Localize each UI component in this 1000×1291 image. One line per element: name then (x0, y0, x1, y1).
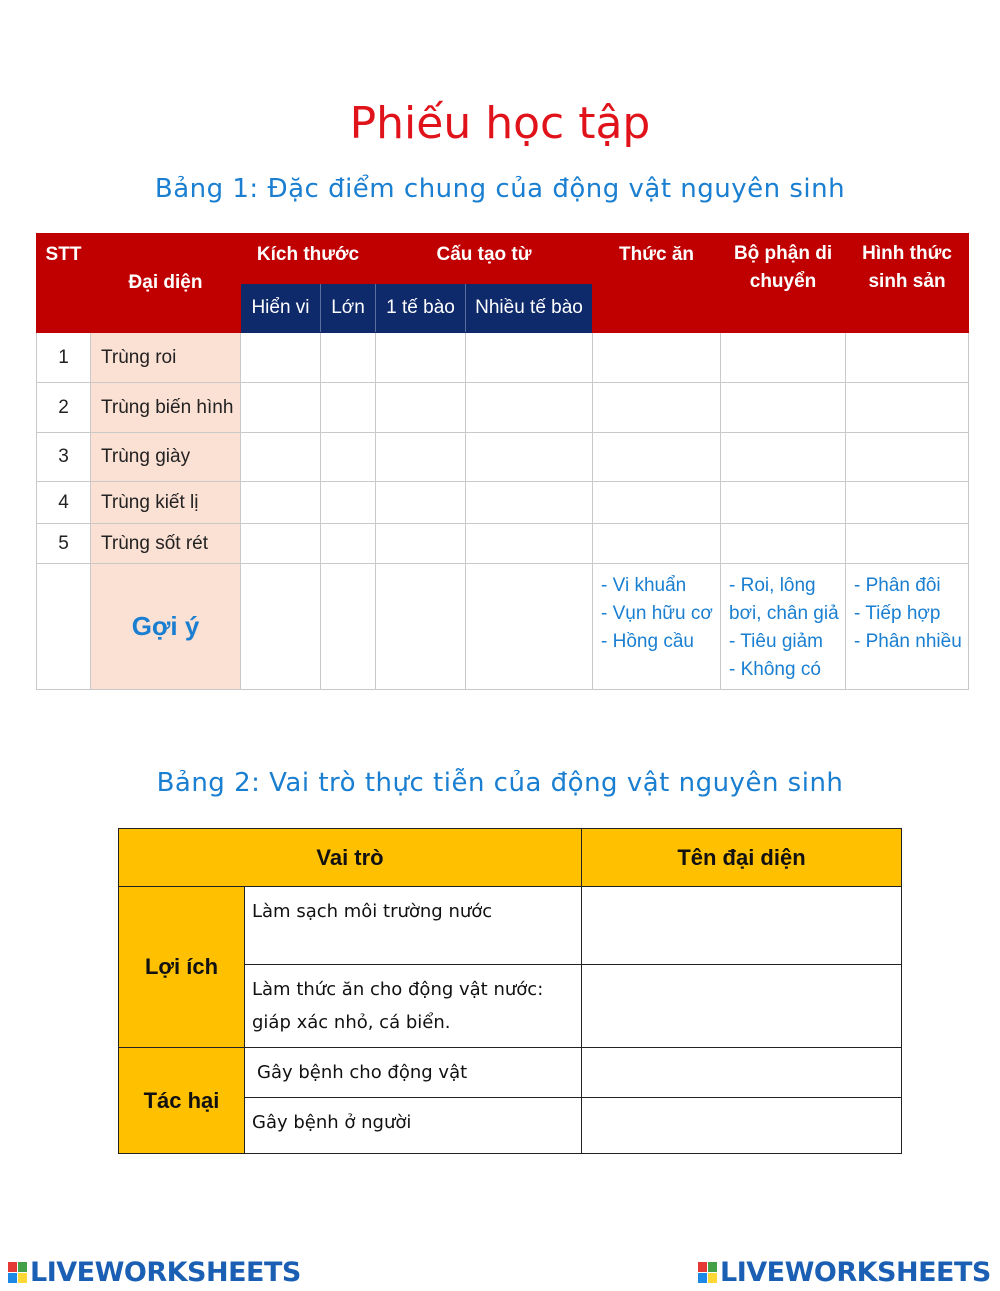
table1-caption: Bảng 1: Đặc điểm chung của động vật nguyên sinh (154, 174, 846, 204)
row-name: Trùng roi (91, 333, 241, 383)
table-row (37, 524, 969, 564)
table-roles (118, 828, 902, 1154)
hint-line: - Hồng cầu (601, 631, 694, 652)
answer-cell[interactable] (321, 383, 376, 433)
benefit-item: Làm sạch môi trường nước (245, 887, 582, 965)
hint-label: Gợi ý (91, 564, 241, 690)
answer-cell[interactable] (376, 333, 466, 383)
hint-line: bơi, chân giả (729, 603, 839, 624)
row-stt: 4 (37, 482, 91, 524)
answer-cell[interactable] (241, 433, 321, 482)
brand-mark-icon (8, 1262, 27, 1283)
answer-cell[interactable] (846, 383, 969, 433)
hint-food (593, 564, 721, 690)
header-structure: Cấu tạo từ (376, 234, 593, 284)
answer-cell[interactable] (466, 333, 593, 383)
header-reproduction: Hình thức sinh sản (846, 234, 969, 333)
hint-line: - Tiêu giảm (729, 631, 823, 652)
header-stt: STT (37, 234, 91, 333)
row-name: Trùng kiết lị (91, 482, 241, 524)
answer-cell[interactable] (721, 333, 846, 383)
header-multi-cell: Nhiều tế bào (466, 284, 593, 333)
answer-cell[interactable] (376, 433, 466, 482)
answer-cell[interactable] (241, 333, 321, 383)
answer-cell[interactable] (582, 965, 902, 1048)
table2-caption: Bảng 2: Vai trò thực tiễn của động vật nguyên sinh (156, 768, 844, 798)
answer-cell[interactable] (241, 383, 321, 433)
answer-cell[interactable] (466, 482, 593, 524)
header-microscopic: Hiển vi (241, 284, 321, 333)
hint-line: - Roi, lông (729, 575, 816, 596)
answer-cell[interactable] (593, 433, 721, 482)
hint-line: - Tiếp hợp (854, 603, 941, 624)
brand-logo-left (8, 1257, 301, 1288)
hint-reproduction (846, 564, 969, 690)
answer-cell[interactable] (241, 524, 321, 564)
hint-line: - Không có (729, 659, 821, 680)
harm-label: Tác hại (119, 1048, 245, 1154)
answer-cell[interactable] (466, 383, 593, 433)
table-row (37, 482, 969, 524)
answer-cell[interactable] (846, 524, 969, 564)
header-rep-name: Tên đại diện (582, 829, 902, 887)
answer-cell[interactable] (593, 333, 721, 383)
answer-cell[interactable] (376, 383, 466, 433)
answer-cell[interactable] (321, 333, 376, 383)
answer-cell[interactable] (593, 482, 721, 524)
hint-line: - Vi khuẩn (601, 575, 687, 596)
table-row (37, 383, 969, 433)
header-large: Lớn (321, 284, 376, 333)
row-stt: 1 (37, 333, 91, 383)
brand-wordmark: LIVEWORKSHEETS (720, 1257, 991, 1288)
header-size: Kích thước (241, 234, 376, 284)
hint-stt-empty (37, 564, 91, 690)
row-stt: 3 (37, 433, 91, 482)
answer-cell[interactable] (376, 482, 466, 524)
answer-cell[interactable] (241, 482, 321, 524)
header-representative: Đại diện (91, 234, 241, 333)
row-name: Trùng giày (91, 433, 241, 482)
answer-cell[interactable] (721, 383, 846, 433)
answer-cell[interactable] (321, 524, 376, 564)
brand-mark-icon (698, 1262, 717, 1283)
hint-line: - Phân nhiều (854, 631, 962, 652)
answer-cell[interactable] (846, 333, 969, 383)
answer-cell[interactable] (466, 524, 593, 564)
answer-cell[interactable] (721, 524, 846, 564)
hint-locomotion (721, 564, 846, 690)
benefit-label: Lợi ích (119, 887, 245, 1048)
answer-cell[interactable] (593, 383, 721, 433)
answer-cell[interactable] (721, 482, 846, 524)
answer-cell[interactable] (321, 482, 376, 524)
header-role: Vai trò (119, 829, 582, 887)
hint-row (37, 564, 969, 690)
benefit-item: Làm thức ăn cho động vật nước: giáp xác nhỏ, cá biển. (245, 965, 582, 1048)
answer-cell[interactable] (593, 524, 721, 564)
hint-line: - Vụn hữu cơ (601, 603, 713, 624)
brand-logo-right (698, 1257, 991, 1288)
answer-cell[interactable] (846, 433, 969, 482)
answer-cell[interactable] (582, 887, 902, 965)
header-food: Thức ăn (593, 234, 721, 333)
page-title: Phiếu học tập (349, 98, 651, 149)
table-row (37, 333, 969, 383)
header-single-cell: 1 tế bào (376, 284, 466, 333)
answer-cell[interactable] (846, 482, 969, 524)
row-name: Trùng sốt rét (91, 524, 241, 564)
answer-cell[interactable] (466, 433, 593, 482)
table-characteristics (36, 233, 969, 690)
row-stt: 5 (37, 524, 91, 564)
row-stt: 2 (37, 383, 91, 433)
answer-cell[interactable] (321, 433, 376, 482)
answer-cell[interactable] (582, 1098, 902, 1154)
harm-item: Gây bệnh ở người (245, 1098, 582, 1154)
answer-cell[interactable] (376, 524, 466, 564)
hint-line: - Phân đôi (854, 575, 941, 596)
answer-cell[interactable] (721, 433, 846, 482)
answer-cell[interactable] (582, 1048, 902, 1098)
row-name: Trùng biến hình (91, 383, 241, 433)
brand-wordmark: LIVEWORKSHEETS (30, 1257, 301, 1288)
harm-item: Gây bệnh cho động vật (245, 1048, 582, 1098)
table-row (37, 433, 969, 482)
header-locomotion: Bộ phận di chuyển (721, 234, 846, 333)
